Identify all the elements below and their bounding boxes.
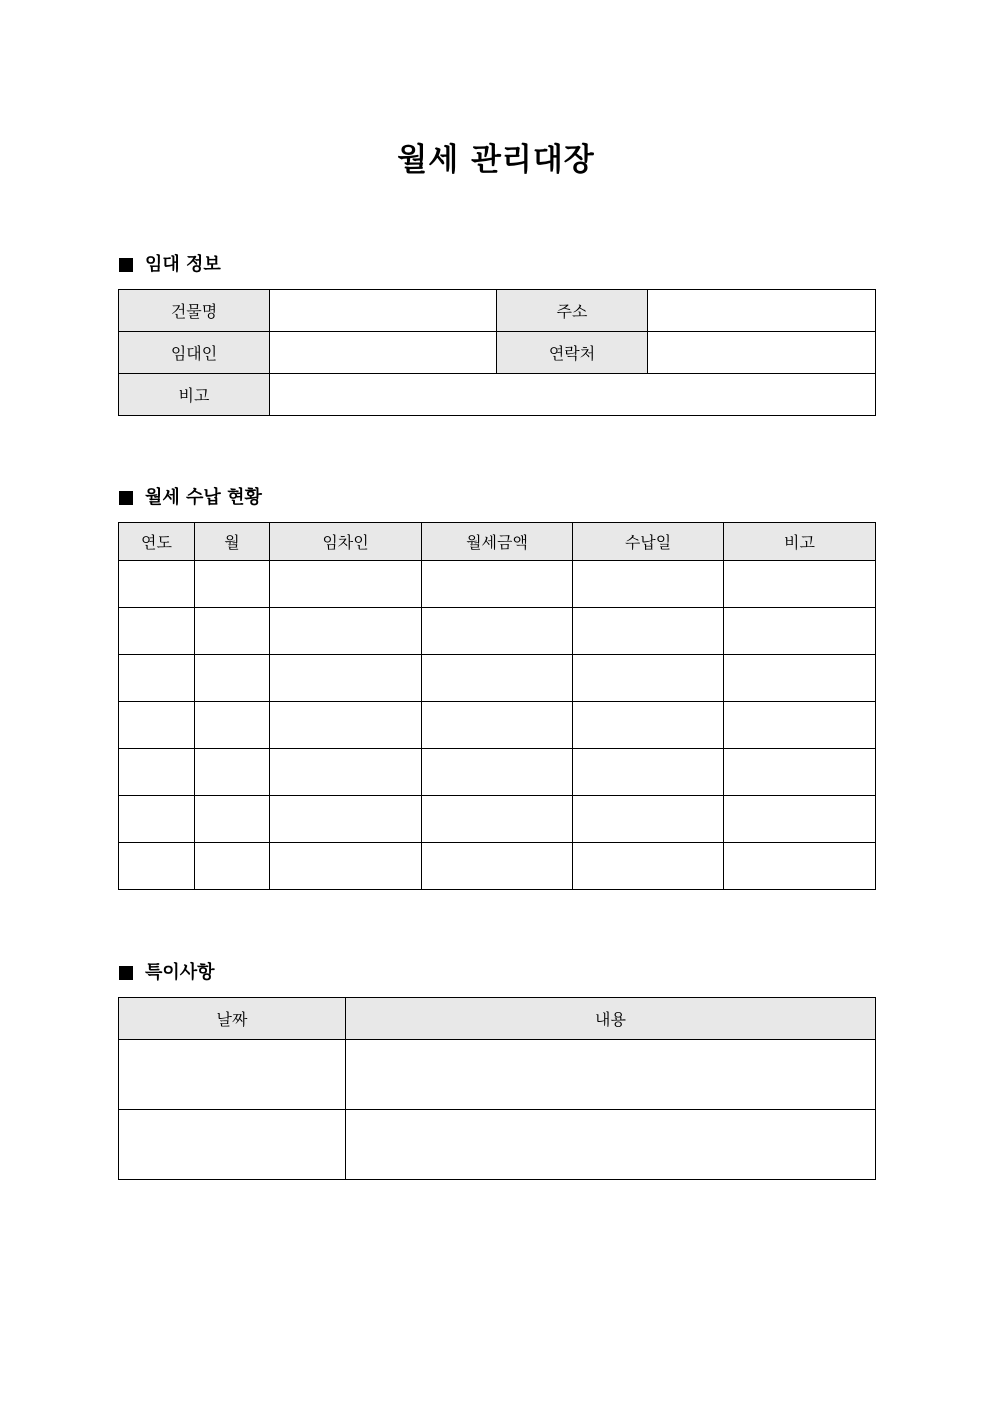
remarks-label: 비고: [119, 374, 270, 416]
table-row: [119, 374, 876, 416]
note-content-cell[interactable]: [346, 1110, 876, 1180]
table-row: [119, 608, 876, 655]
column-header-year: 연도: [119, 523, 195, 561]
rent-amount-cell[interactable]: [422, 749, 573, 796]
tenant-cell[interactable]: [270, 796, 422, 843]
year-cell[interactable]: [119, 843, 195, 890]
note-date-cell[interactable]: [119, 1040, 346, 1110]
year-cell[interactable]: [119, 796, 195, 843]
column-header-date: 날짜: [119, 998, 346, 1040]
remarks-cell[interactable]: [724, 561, 876, 608]
rent-amount-cell[interactable]: [422, 843, 573, 890]
section-heading-label: 특이사항: [145, 962, 215, 983]
year-cell[interactable]: [119, 561, 195, 608]
remarks-cell[interactable]: [724, 655, 876, 702]
month-cell[interactable]: [195, 655, 270, 702]
remarks-cell[interactable]: [724, 749, 876, 796]
payment-date-cell[interactable]: [573, 749, 724, 796]
tenant-cell[interactable]: [270, 655, 422, 702]
column-header-rent-amount: 월세금액: [422, 523, 573, 561]
landlord-label: 임대인: [119, 332, 270, 374]
rent-amount-cell[interactable]: [422, 655, 573, 702]
tenant-cell[interactable]: [270, 561, 422, 608]
payment-status-table: [118, 522, 876, 890]
table-row: [119, 843, 876, 890]
contact-field[interactable]: [648, 332, 876, 374]
remarks-cell[interactable]: [724, 608, 876, 655]
remarks-field[interactable]: [270, 374, 876, 416]
table-row: [119, 655, 876, 702]
month-cell[interactable]: [195, 796, 270, 843]
column-header-month: 월: [195, 523, 270, 561]
landlord-field[interactable]: [270, 332, 497, 374]
remarks-cell[interactable]: [724, 796, 876, 843]
month-cell[interactable]: [195, 702, 270, 749]
payment-date-cell[interactable]: [573, 561, 724, 608]
note-date-cell[interactable]: [119, 1110, 346, 1180]
section-heading-lease-info: [119, 254, 221, 276]
month-cell[interactable]: [195, 608, 270, 655]
column-header-tenant: 임차인: [270, 523, 422, 561]
payment-date-cell[interactable]: [573, 796, 724, 843]
tenant-cell[interactable]: [270, 608, 422, 655]
month-cell[interactable]: [195, 843, 270, 890]
table-row: [119, 1110, 876, 1180]
column-header-content: 내용: [346, 998, 876, 1040]
contact-label: 연락처: [497, 332, 648, 374]
payment-date-cell[interactable]: [573, 702, 724, 749]
remarks-cell[interactable]: [724, 843, 876, 890]
tenant-cell[interactable]: [270, 702, 422, 749]
lease-info-table: [118, 289, 876, 416]
section-heading-label: 월세 수납 현황: [145, 487, 262, 508]
tenant-cell[interactable]: [270, 843, 422, 890]
rent-amount-cell[interactable]: [422, 561, 573, 608]
table-row: [119, 749, 876, 796]
month-cell[interactable]: [195, 749, 270, 796]
rent-amount-cell[interactable]: [422, 796, 573, 843]
page-title: 월세 관리대장: [397, 142, 595, 178]
column-header-remarks: 비고: [724, 523, 876, 561]
table-row: [119, 702, 876, 749]
table-row: [119, 796, 876, 843]
payment-date-cell[interactable]: [573, 843, 724, 890]
building-name-label: 건물명: [119, 290, 270, 332]
section-heading-label: 임대 정보: [145, 254, 221, 275]
note-content-cell[interactable]: [346, 1040, 876, 1110]
table-header-row: [119, 523, 876, 561]
rent-amount-cell[interactable]: [422, 702, 573, 749]
year-cell[interactable]: [119, 608, 195, 655]
month-cell[interactable]: [195, 561, 270, 608]
square-bullet-icon: [119, 966, 133, 980]
section-heading-notes: [119, 962, 215, 984]
square-bullet-icon: [119, 258, 133, 272]
notes-table: [118, 997, 876, 1180]
table-row: [119, 561, 876, 608]
building-name-field[interactable]: [270, 290, 497, 332]
payment-date-cell[interactable]: [573, 608, 724, 655]
table-header-row: [119, 998, 876, 1040]
square-bullet-icon: [119, 491, 133, 505]
rent-amount-cell[interactable]: [422, 608, 573, 655]
remarks-cell[interactable]: [724, 702, 876, 749]
payment-date-cell[interactable]: [573, 655, 724, 702]
address-label: 주소: [497, 290, 648, 332]
year-cell[interactable]: [119, 702, 195, 749]
year-cell[interactable]: [119, 655, 195, 702]
year-cell[interactable]: [119, 749, 195, 796]
table-row: [119, 332, 876, 374]
address-field[interactable]: [648, 290, 876, 332]
section-heading-payment-status: [119, 487, 262, 509]
tenant-cell[interactable]: [270, 749, 422, 796]
table-row: [119, 1040, 876, 1110]
table-row: [119, 290, 876, 332]
column-header-payment-date: 수납일: [573, 523, 724, 561]
